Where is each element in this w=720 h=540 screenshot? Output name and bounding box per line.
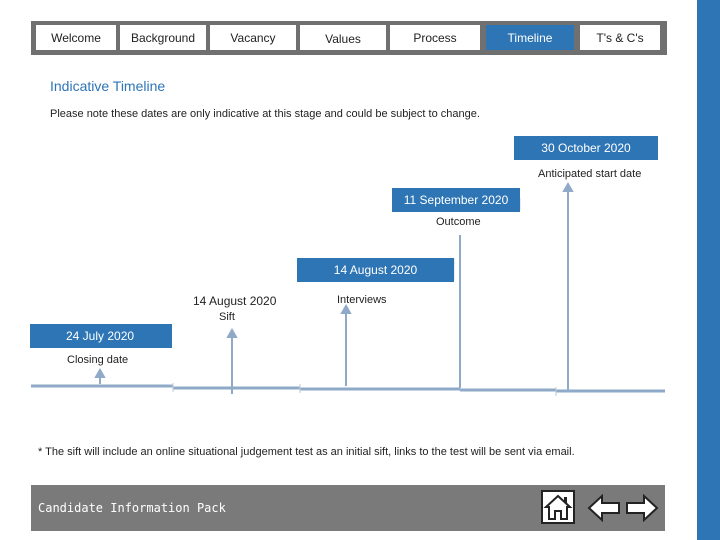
footer-bar	[31, 485, 665, 531]
timeline-baseline	[31, 386, 665, 391]
milestone-date-closing: 24 July 2020	[30, 324, 172, 348]
intro-note: Please note these dates are only indicative at this stage and could be subject to change.	[50, 108, 480, 120]
milestone-pointers	[96, 184, 572, 394]
milestone-date-sift: 14 August 2020	[193, 294, 277, 308]
milestone-label-closing: Closing date	[67, 354, 129, 366]
home-icon[interactable]	[541, 490, 575, 524]
footer-title: Candidate Information Pack	[38, 501, 226, 515]
tab-terms-and-conditions[interactable]: T's & C's	[580, 25, 660, 50]
tab-timeline[interactable]: Timeline	[486, 25, 574, 50]
tab-background[interactable]: Background	[120, 25, 206, 50]
arrow-left-icon[interactable]	[587, 494, 621, 522]
pointer-start-date-head	[564, 184, 572, 191]
tab-values[interactable]: Values	[300, 25, 386, 50]
milestone-date-outcome: 11 September 2020	[392, 188, 520, 212]
pointer-sift-head	[228, 330, 236, 337]
pointer-interviews-head	[342, 306, 350, 313]
tab-welcome[interactable]: Welcome	[36, 25, 116, 50]
arrow-right-icon[interactable]	[625, 494, 659, 522]
milestone-label-interviews: Interviews	[337, 294, 387, 306]
sift-footnote: * The sift will include an online situational judgement test as an initial sift, links to the test will be sent via email.	[38, 446, 575, 458]
tab-vacancy[interactable]: Vacancy	[210, 25, 296, 50]
milestone-label-start: Anticipated start date	[538, 168, 642, 180]
page-title: Indicative Timeline	[50, 78, 166, 94]
pointer-closing-date-head	[96, 370, 104, 377]
milestone-label-sift: Sift	[219, 311, 235, 323]
milestone-date-start: 30 October 2020	[514, 136, 658, 160]
milestone-label-outcome: Outcome	[436, 216, 481, 228]
tab-process[interactable]: Process	[390, 25, 480, 50]
milestone-date-interviews: 14 August 2020	[297, 258, 454, 282]
